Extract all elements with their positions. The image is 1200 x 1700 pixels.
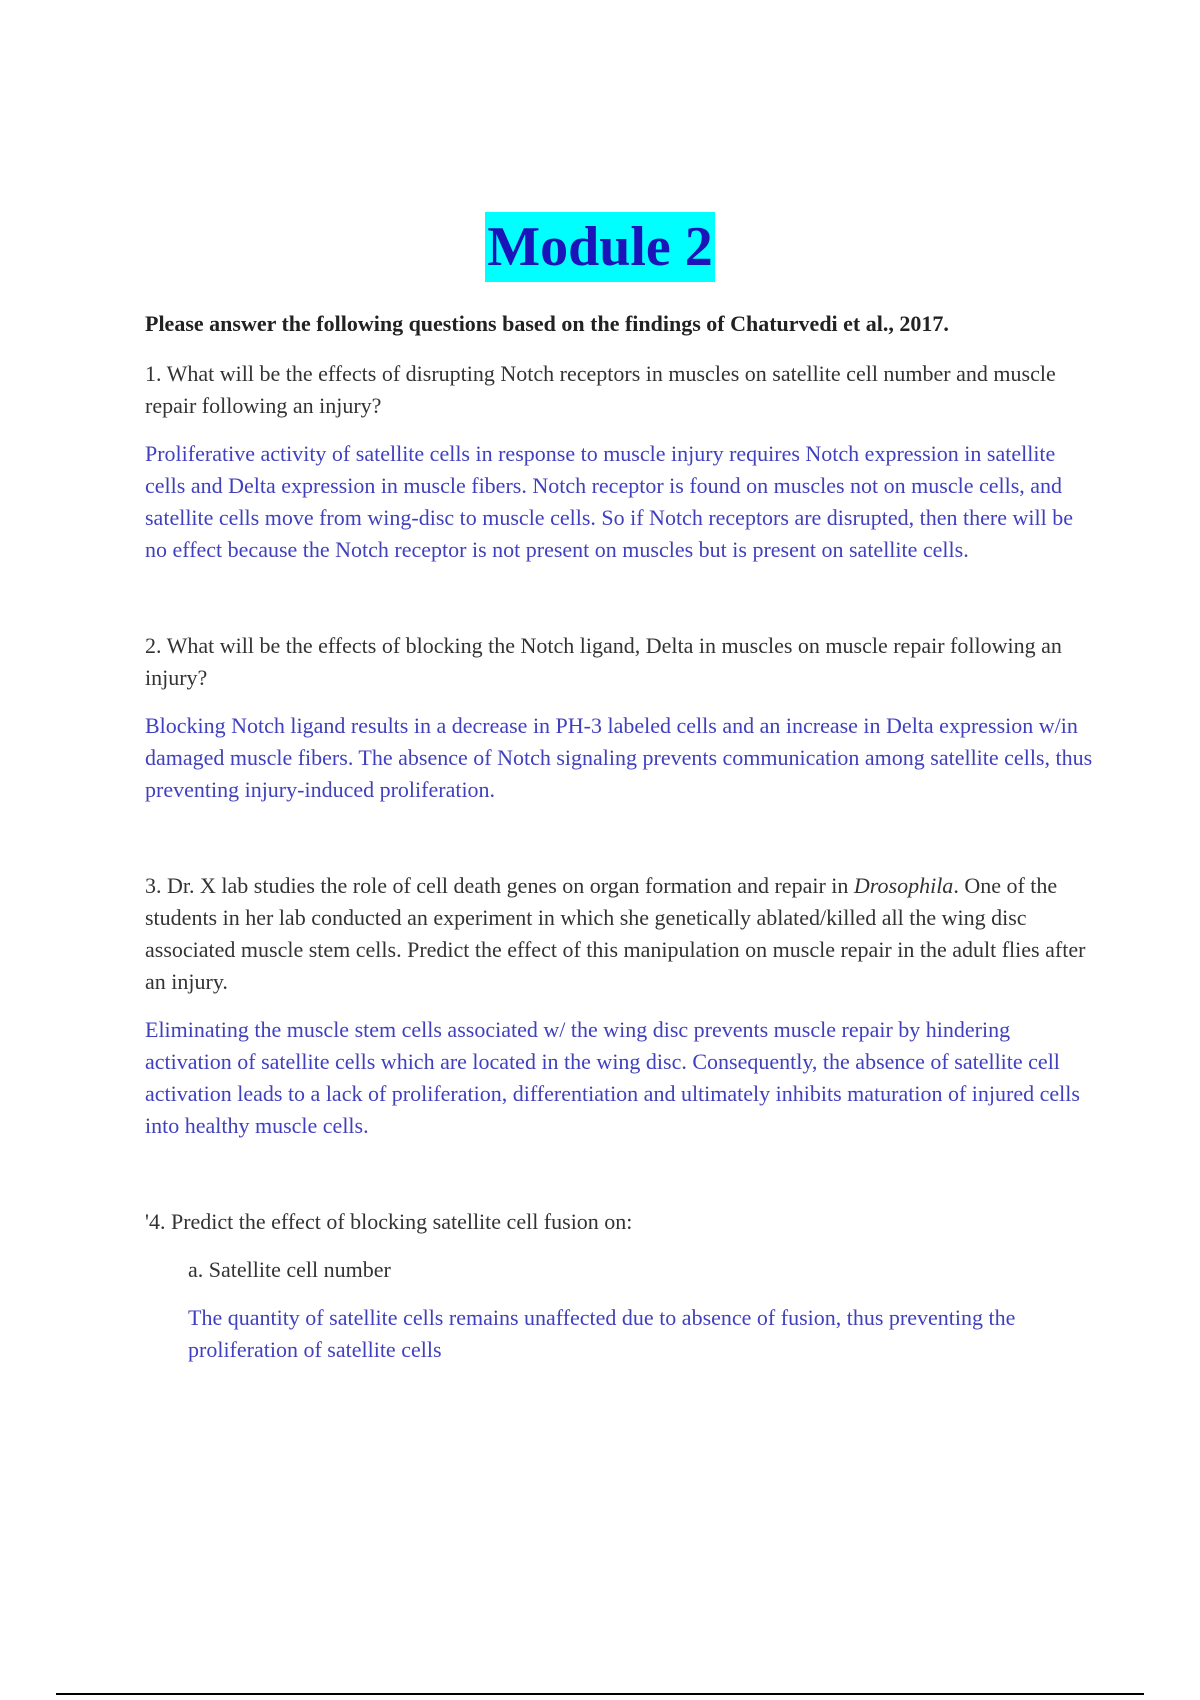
document-body [145, 308, 1095, 1366]
question-1: 1. What will be the effects of disrupting Notch receptors in muscles on satellite cell number and muscle repair following an injury? [145, 361, 1056, 418]
answer-3: Eliminating the muscle stem cells associated w/ the wing disc prevents muscle repair by hindering activation of satellite cells which are located in the wing disc. Consequently, the absence of satellite cell activation leads to a lack of proliferation, differentiation and ultimately inhibits maturation of injured cells into healthy muscle cells. [145, 1017, 1080, 1138]
question-3-pre: 3. Dr. X lab studies the role of cell death genes on organ formation and repair in [145, 873, 854, 898]
question-3-post: . One of the students in her lab conducted an experiment in which she genetically ablated/killed all the wing disc associated muscle stem cells. Predict the effect of this manipulation on muscle repair in the adult flies after an injury. [145, 873, 1086, 994]
answer-2: Blocking Notch ligand results in a decrease in PH-3 labeled cells and an increase in Delta expression w/in damaged muscle fibers. The absence of Notch signaling prevents communication among satellite cells, thus preventing injury-induced proliferation. [145, 713, 1093, 802]
page-title: Module 2 [485, 212, 715, 282]
question-3 [145, 870, 1095, 998]
question-4: '4. Predict the effect of blocking satellite cell fusion on: [145, 1209, 633, 1234]
question-3-species: Drosophila [853, 873, 954, 898]
spacer [145, 806, 1095, 870]
answer-4a: The quantity of satellite cells remains unaffected due to absence of fusion, thus preventing the proliferation of satellite cells [188, 1305, 1016, 1362]
spacer [145, 566, 1095, 630]
instructions: Please answer the following questions based on the findings of Chaturvedi et al., 2017. [145, 311, 949, 336]
answer-1: Proliferative activity of satellite cells in response to muscle injury requires Notch expression in satellite cells and Delta expression in muscle fibers. Notch receptor is found on muscles not on muscle cells, and satellite cells move from wing-disc to muscle cells. So if Notch receptors are disrupted, then there will be no effect because the Notch receptor is not present on muscles but is present on satellite cells. [145, 441, 1074, 562]
question-2: 2. What will be the effects of blocking the Notch ligand, Delta in muscles on muscle repair following an injury? [145, 633, 1062, 690]
bottom-divider [56, 1693, 1144, 1695]
question-4a: a. Satellite cell number [188, 1257, 391, 1282]
title-block [0, 212, 1200, 282]
spacer [145, 1142, 1095, 1206]
